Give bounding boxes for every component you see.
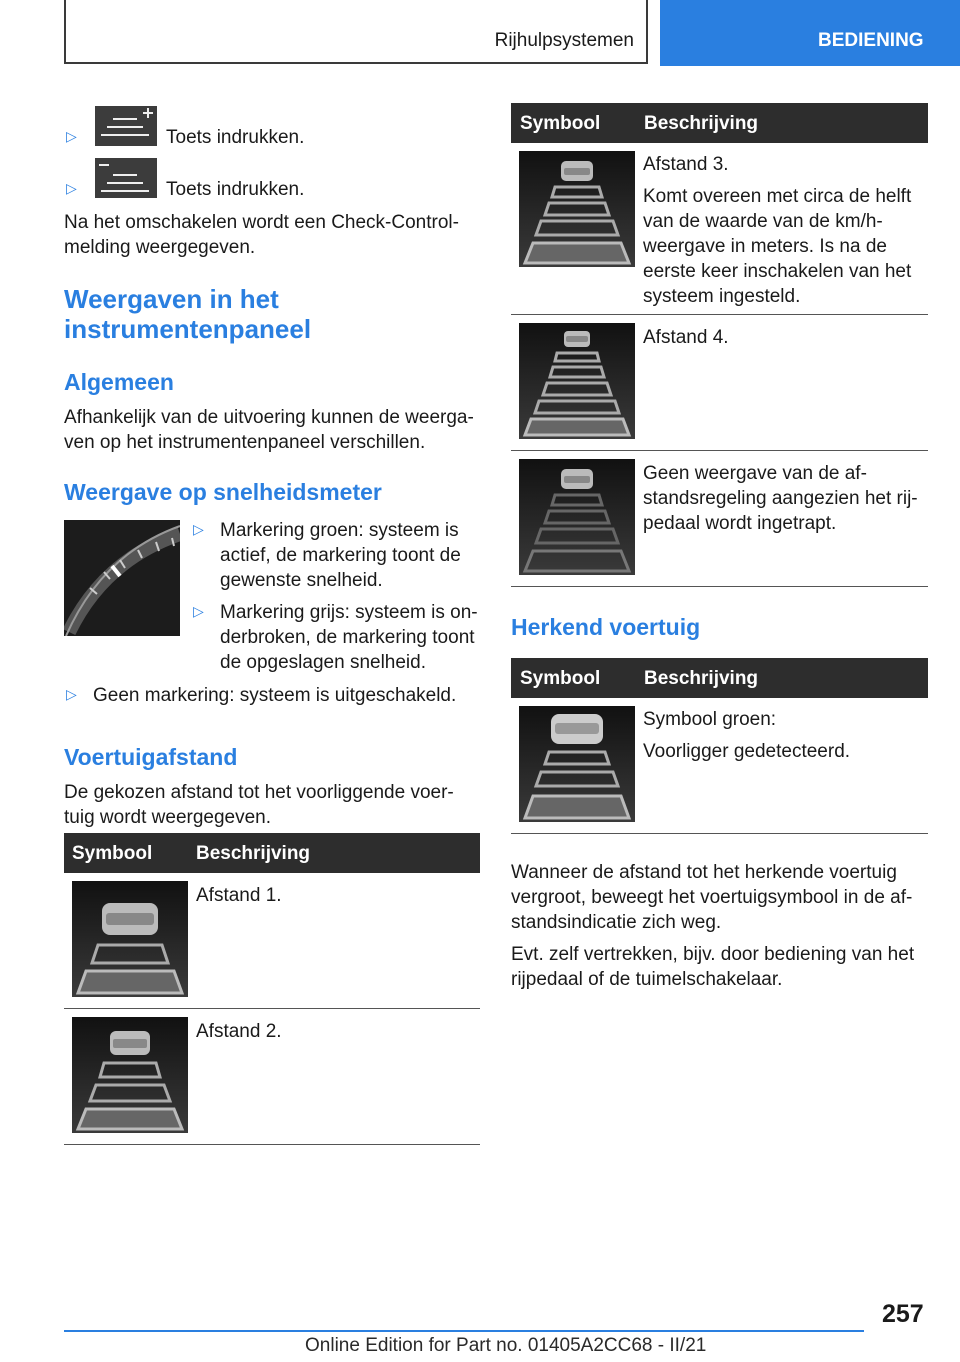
- distance-1-image: [72, 881, 188, 997]
- footer-edition: Online Edition for Part no. 01405A2CC68 - II/21: [305, 1335, 707, 1356]
- afstand-text: De gekozen afstand tot het voorliggende voer- tuig wordt weergegeven.: [64, 782, 454, 828]
- triangle-right-icon: ▷: [66, 128, 77, 144]
- step1-text: Toets indrukken.: [166, 127, 305, 148]
- bullet-groen: Markering groen: systeem is actief, de markering toont de gewenste snelheid.: [220, 520, 461, 591]
- table-header: Symbool Beschrijving: [511, 103, 928, 143]
- bullet-grijs: Markering grijs: systeem is on- derbroken, de markering toont de opgeslagen snelheid.: [220, 602, 478, 673]
- triangle-right-icon: ▷: [66, 686, 77, 702]
- section-title: Rijhulpsystemen: [494, 30, 634, 51]
- page-number: 257: [882, 1300, 924, 1328]
- row-divider: [511, 586, 928, 587]
- heading-herkend: Herkend voertuig: [511, 614, 701, 640]
- vehicle-detected-text: Symbool groen: Voorligger gedetecteerd.: [643, 709, 851, 762]
- heading-afstand: Voertuigafstand: [64, 744, 238, 770]
- distance-off-image: [519, 459, 635, 575]
- triangle-right-icon: ▷: [193, 603, 204, 619]
- paragraph-vertrekken: Evt. zelf vertrekken, bijv. door bediening van het rijpedaal of de tuimelschakelaar.: [511, 944, 915, 990]
- heading-main: Weergaven in het instrumentenpaneel: [64, 284, 312, 344]
- speedometer-image: [64, 520, 180, 636]
- distance-off-text: Geen weergave van de af- standsregeling aangezien het rij- pedaal wordt ingetrapt.: [643, 463, 918, 534]
- row-divider: [64, 1008, 480, 1009]
- triangle-right-icon: ▷: [66, 180, 77, 196]
- distance-1-text: Afstand 1.: [196, 885, 282, 906]
- vehicle-detected-image: [519, 706, 635, 822]
- row-divider: [64, 1144, 480, 1145]
- step2-text: Toets indrukken.: [166, 179, 305, 200]
- distance-2-image: [72, 1017, 188, 1133]
- bullet-geen: Geen markering: systeem is uitgeschakeld.: [93, 685, 457, 706]
- distance-3-image: [519, 151, 635, 267]
- lane-keys-up-icon: [95, 106, 157, 146]
- row-divider: [511, 450, 928, 451]
- distance-4-image: [519, 323, 635, 439]
- distance-4-text: Afstand 4.: [643, 327, 729, 348]
- paragraph-distance: Wanneer de afstand tot het herkende voertuig vergroot, beweegt het voertuigsymbool in de af- standsindicatie zich weg.: [511, 862, 913, 933]
- heading-snelheid: Weergave op snelheidsmeter: [64, 479, 382, 505]
- table-header: Symbool Beschrijving: [64, 833, 480, 873]
- row-divider: [511, 833, 928, 834]
- table-header: Symbool Beschrijving: [511, 658, 928, 698]
- chapter-tab: [660, 0, 960, 66]
- after-steps-text: Na het omschakelen wordt een Check-Control- melding weergegeven.: [64, 212, 459, 258]
- distance-3-text: Afstand 3. Komt overeen met circa de helft van de waarde van de km/h- weergave in meters. Is na de eerste keer inschakelen van het systeem ingesteld.: [643, 154, 912, 307]
- distance-2-text: Afstand 2.: [196, 1021, 282, 1042]
- algemeen-text: Afhankelijk van de uitvoering kunnen de weerga- ven op het instrumentenpaneel verschillen.: [64, 407, 474, 453]
- row-divider: [511, 314, 928, 315]
- heading-algemeen: Algemeen: [64, 369, 174, 395]
- triangle-right-icon: ▷: [193, 521, 204, 537]
- lane-keys-down-icon: [95, 158, 157, 198]
- chapter-tab-label: BEDIENING: [818, 30, 924, 51]
- footer-rule: [64, 1330, 864, 1332]
